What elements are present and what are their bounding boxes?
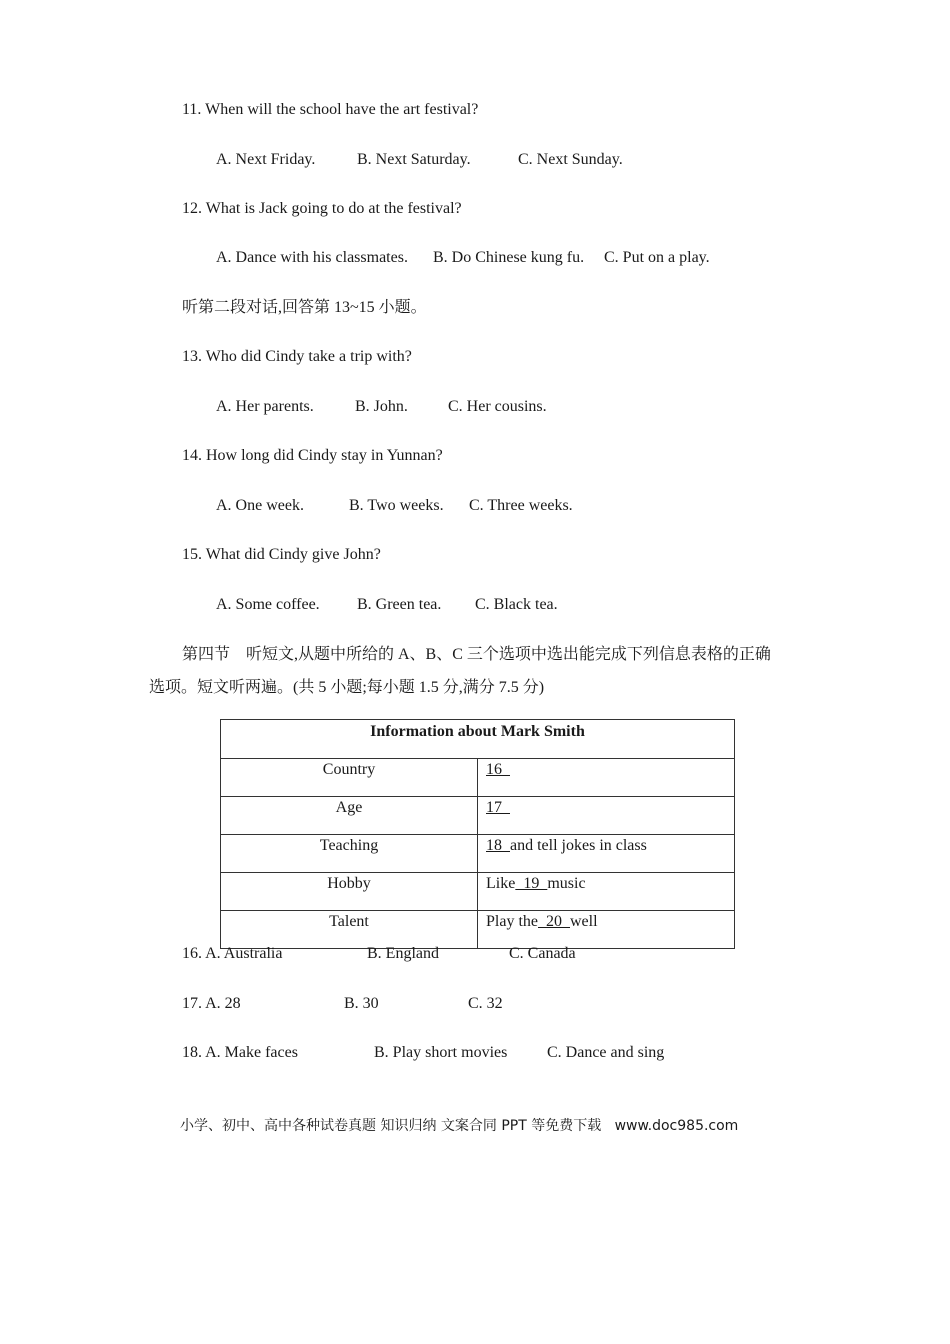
option-c: C. Three weeks. [469,497,573,514]
option-a: A. Dance with his classmates. [216,249,408,266]
row-value: Like 19 music [478,873,735,911]
option-a: A. One week. [216,497,304,514]
option-c: C. Put on a play. [604,249,710,266]
option-c: C. Canada [509,945,576,962]
blank-17: 17 [486,799,510,816]
option-b: B. Do Chinese kung fu. [433,249,585,266]
row-label: Country [221,759,478,797]
info-table [220,719,735,949]
row-label: Teaching [221,835,478,873]
question-14: 14. How long did Cindy stay in Yunnan? [182,447,443,464]
option-c: C. Next Sunday. [518,151,623,168]
blank-20: 20 [538,913,570,930]
option-b: B. Play short movies [374,1044,508,1061]
table-header-row [221,720,735,759]
row-value: 18 and tell jokes in class [478,835,735,873]
table-row [221,759,735,797]
row-label: Age [221,797,478,835]
table-row [221,797,735,835]
option-c: C. Her cousins. [448,398,547,415]
row-label: Hobby [221,873,478,911]
question-13: 13. Who did Cindy take a trip with? [182,348,412,365]
table-row [221,911,735,949]
blank-16: 16 [486,761,510,778]
question-15: 15. What did Cindy give John? [182,546,381,563]
option-b: B. 30 [344,995,379,1012]
dialog-2-instruction: 听第二段对话,回答第 13~15 小题。 [182,299,427,316]
option-a: A. Some coffee. [216,596,320,613]
option-a: 17. A. 28 [182,995,241,1012]
table-row [221,835,735,873]
option-b: B. John. [355,398,408,415]
blank-18: 18 [486,837,510,854]
option-c: C. Dance and sing [547,1044,665,1061]
question-12: 12. What is Jack going to do at the festival? [182,200,462,217]
option-c: C. Black tea. [475,596,558,613]
section-4-instruction-line-2: 选项。短文听两遍。(共 5 小题;每小题 1.5 分,满分 7.5 分) [149,679,545,696]
option-a: A. Next Friday. [216,151,316,168]
option-a: 18. A. Make faces [182,1044,298,1061]
row-value: Play the 20 well [478,911,735,949]
row-value [478,759,735,797]
footer-promo: 小学、初中、高中各种试卷真题 知识归纳 文案合同 PPT 等免费下载 www.doc985.com [180,1118,739,1134]
blank-19: 19 [515,875,548,892]
table-title: Information about Mark Smith [221,720,735,759]
option-c: C. 32 [468,995,503,1012]
row-label: Talent [221,911,478,949]
option-a: 16. A. Australia [182,945,283,962]
table-row [221,873,735,911]
row-value [478,797,735,835]
option-b: B. Next Saturday. [357,151,471,168]
option-b: B. Two weeks. [349,497,444,514]
option-b: B. England [367,945,439,962]
question-11: 11. When will the school have the art festival? [182,101,479,118]
section-4-instruction-line-1: 第四节 听短文,从题中所给的 A、B、C 三个选项中选出能完成下列信息表格的正确 [182,646,771,663]
option-b: B. Green tea. [357,596,442,613]
option-a: A. Her parents. [216,398,314,415]
